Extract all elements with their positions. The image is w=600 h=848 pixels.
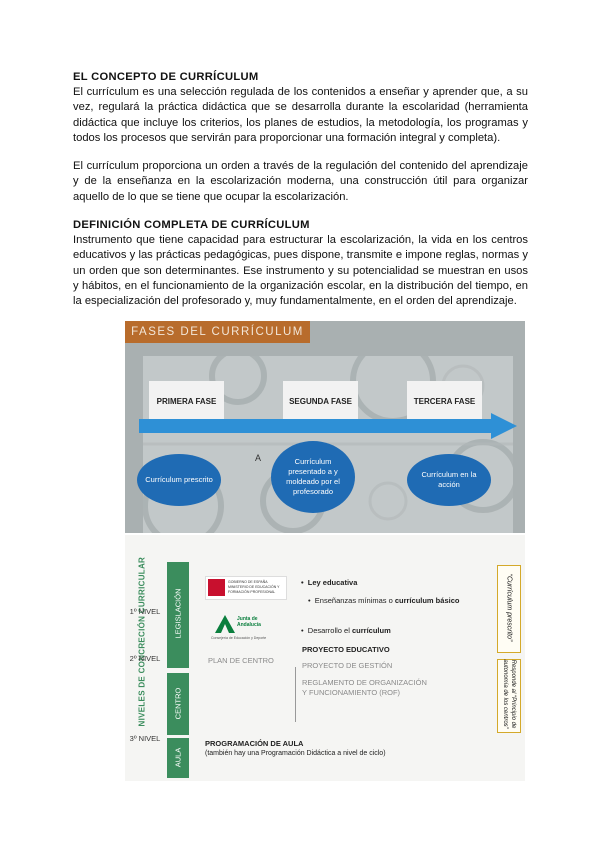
divider: [295, 667, 296, 722]
item-programacion-sub: (también hay una Programación Didáctica a nivel de ciclo): [205, 750, 386, 757]
bar-legislacion-label: LEGISLACIÓN: [173, 588, 183, 639]
fases-banner: [125, 321, 310, 343]
phase-1: PRIMERA FASE: [149, 381, 224, 423]
heading-concepto: EL CONCEPTO DE CURRÍCULUM: [73, 71, 259, 83]
bullet-icon: •: [308, 596, 315, 605]
item-ensenanzas: • Enseñanzas mínimas o currículum básico: [308, 596, 460, 605]
item-plan-centro: PLAN DE CENTRO: [208, 656, 274, 665]
sidebox-autonomia-text: Responde al “Principio de autonomía de los centros”: [502, 659, 516, 729]
item-desarrollo: • Desarrollo el currículum: [301, 626, 391, 635]
paragraph-definicion: Instrumento que tiene capacidad para estructurar la escolarización, la vida en los centros educativos y las prácticas pedagógicas, pues dispone, transmite e impone reglas, normas y un orden que son determinantes. Ese instrumento y su potencialidad se muestran en usos y hábitos, en el funcionamiento de la organización escolar, en la distribución del tiempo, en la especialización del profesorado y, muy fundamentalmente, en el orden del aprendizaje.: [73, 234, 528, 308]
oval-accion: Currículum en la acción: [407, 454, 491, 506]
item-reglamento-1: REGLAMENTO DE ORGANIZACIÓN: [302, 678, 427, 687]
heading-definicion: DEFINICIÓN COMPLETA DE CURRÍCULUM: [73, 219, 310, 231]
logo-junta-sub: Consejería de Educación y Deporte: [211, 636, 267, 640]
bullet-icon: •: [301, 578, 308, 587]
paragraph-concepto: El currículum es una selección regulada de los contenidos a enseñar y aprender que, a su vez, regulará la práctica didáctica que se desarrolla durante la escolaridad (herramienta didáctica que incluye los criterios, los planes de estudios, la metodología, los programas y todos los procesos que servirán para proporcionar una formación integral y completa).: [73, 86, 528, 144]
bar-centro-label: CENTRO: [173, 687, 183, 720]
figure-fases-curriculum: [125, 321, 525, 533]
paragraph-orden: El currículum proporciona un orden a través de la regulación del contenido del aprendizaje y de la enseñanza en la escolarización moderna, una construcción útil para organizar aquello de lo que se tiene que ocupar la escolarización.: [73, 160, 528, 203]
sidebox-prescrito: [497, 565, 521, 653]
oval-prescrito: Currículum prescrito: [137, 454, 221, 506]
level-1-label: 1º NIVEL: [129, 607, 161, 616]
logo-gobierno-text: GOBIERNO DE ESPAÑA MINISTERIO DE EDUCACIÓN Y FORMACIÓN PROFESIONAL: [228, 580, 280, 594]
item-ley: • Ley educativa: [301, 578, 358, 587]
letter-a: A: [255, 453, 262, 463]
logo-gobierno: [205, 576, 287, 600]
item-programacion: PROGRAMACIÓN DE AULA: [205, 739, 304, 748]
phase-2: SEGUNDA FASE: [283, 381, 358, 423]
item-reglamento-2: Y FUNCIONAMIENTO (ROF): [302, 688, 401, 697]
bar-aula-label: AULA: [173, 747, 183, 768]
level-2-label: 2º NIVEL: [129, 654, 161, 663]
fases-title: FASES DEL CURRÍCULUM: [131, 326, 304, 338]
timeline-arrow: [139, 413, 519, 439]
figure-niveles-concrecion: [125, 535, 525, 781]
logo-junta-text: Junta de Andalucía: [237, 616, 261, 628]
item-proyecto-educativo: PROYECTO EDUCATIVO: [302, 645, 390, 654]
phase-3: TERCERA FASE: [407, 381, 482, 423]
sidebox-prescrito-text: “Currículum prescrito”: [505, 573, 513, 642]
bar-aula: [167, 738, 189, 778]
vertical-title: NIVELES DE CONCRECIÓN CURRICULAR: [137, 556, 147, 727]
bar-legislacion: [167, 562, 189, 668]
logo-junta: [203, 613, 293, 643]
oval-presentado: Currículum presentado a y moldeado por el profesorado: [271, 441, 355, 513]
item-proyecto-gestion: PROYECTO DE GESTIÓN: [302, 661, 393, 670]
shield-icon: [208, 579, 225, 596]
junta-logo-icon: [215, 615, 235, 633]
level-3-label: 3º NIVEL: [129, 734, 161, 743]
bullet-icon: •: [301, 626, 308, 635]
sidebox-autonomia: [497, 659, 521, 733]
